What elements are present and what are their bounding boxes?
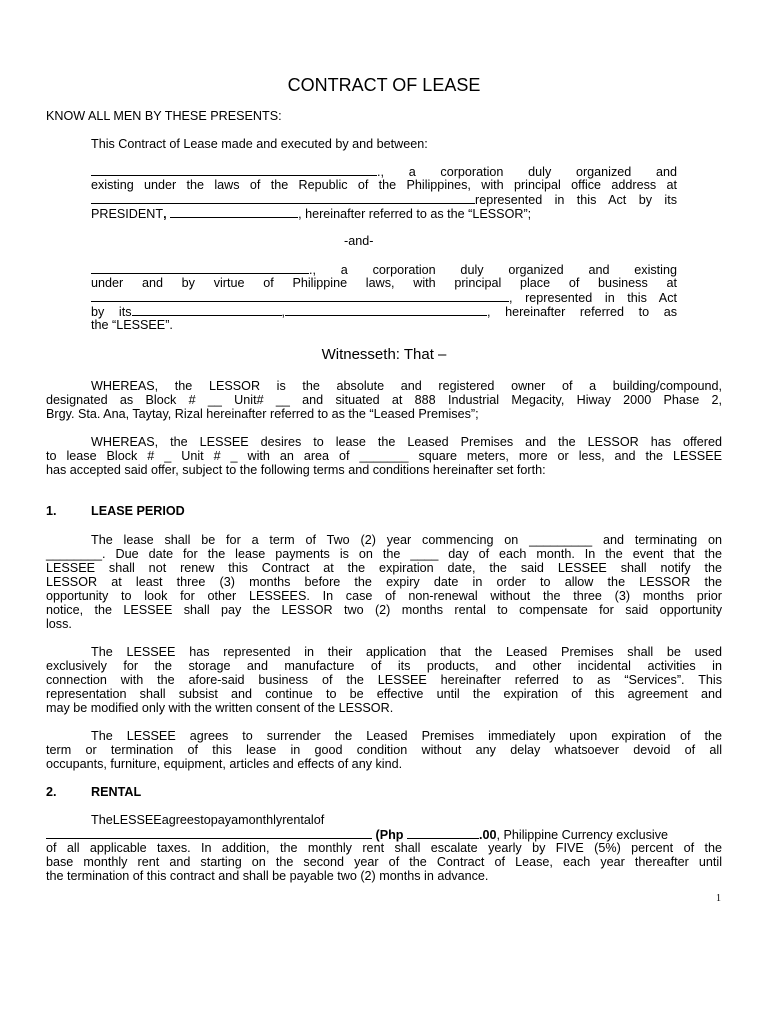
section-1-para-2-line: may be modified only with the written consent of the LESSOR. xyxy=(46,701,394,715)
whereas2-line: WHEREAS, the LESSEE desires to lease the Leased Premises and the LESSOR has offered xyxy=(91,435,722,449)
whereas1-line: designated as Block # __ Unit# __ and situated at 888 Industrial Megacity, Hiway 2000 Phase 2, xyxy=(46,393,722,407)
section-2-line-5: the termination of this contract and shall be payable two (2) months in advance. xyxy=(46,869,489,883)
whereas2-line: to lease Block # _ Unit # _ with an area of _______ square meters, more or less, and the LESSEE xyxy=(46,449,722,463)
section-1-para-3-line: The LESSEE agrees to surrender the Leased Premises immediately upon expiration of the xyxy=(91,729,722,743)
lessor-line-3: represented in this Act by its xyxy=(91,192,677,207)
section-1-para-2-line: exclusively for the storage and manufacture of its products, and other incidental activities in xyxy=(46,659,722,673)
section-1-para-1-line: opportunity to look for other LESSEES. In case of non-renewal without the three (3) months prior xyxy=(46,589,722,603)
whereas2-line: has accepted said offer, subject to the following terms and conditions hereinafter set forth: xyxy=(46,463,546,477)
section-1-para-1-line: ________. Due date for the lease payments is on the ____ day of each month. In the event that the xyxy=(46,547,722,561)
section-1-heading: LEASE PERIOD xyxy=(91,504,185,518)
section-1-para-3-line: occupants, furniture, equipment, articles and effects of any kind. xyxy=(46,757,403,771)
section-1-para-2-line: connection with the afore-said business of the LESSEE hereinafter referred to as “Services”. This xyxy=(46,673,722,687)
section-2-line-3: of all applicable taxes. In addition, the monthly rent shall escalate yearly by FIVE (5%) percent of the xyxy=(46,841,722,855)
section-1-para-1-line: LESSEE shall not renew this Contract at the expiration date, the said LESSEE shall notify the xyxy=(46,561,722,575)
section-2-number: 2. xyxy=(46,785,57,799)
lessee-line-5: the “LESSEE”. xyxy=(91,318,173,332)
section-2-line-1: TheLESSEEagreestopayamonthlyrentalof xyxy=(91,813,325,827)
lessee-line-2: under and by virtue of Philippine laws, with principal place of business at xyxy=(91,276,677,290)
lessee-line-1: ., a corporation duly organized and existing xyxy=(91,262,677,277)
section-1-para-3-line: term or termination of this lease in good condition without any delay whatsoever devoid of all xyxy=(46,743,722,757)
and-separator: -and- xyxy=(344,234,374,248)
lessor-line-1: ., a corporation duly organized and xyxy=(91,164,677,179)
section-1-para-1-line: loss. xyxy=(46,617,72,631)
page-number: 1 xyxy=(716,893,721,904)
lessor-line-4: PRESIDENT, , hereinafter referred to as the “LESSOR”; xyxy=(91,207,532,221)
intro-line: KNOW ALL MEN BY THESE PRESENTS: xyxy=(46,109,282,123)
section-1-para-1-line: The lease shall be for a term of Two (2) year commencing on _________ and terminating on xyxy=(91,533,722,547)
section-1-number: 1. xyxy=(46,504,57,518)
section-1-para-2-line: representation shall subsist and continue to be effective until the expiration of this agreement and xyxy=(46,687,722,701)
section-2-heading: RENTAL xyxy=(91,785,142,799)
section-1-para-1-line: notice, the LESSEE shall pay the LESSOR two (2) months rental to compensate for said opportunity xyxy=(46,603,722,617)
whereas1-line: WHEREAS, the LESSOR is the absolute and registered owner of a building/compound, xyxy=(91,379,722,393)
section-1-para-1-line: LESSOR at least three (3) months before the expiry date in order to allow the LESSOR the xyxy=(46,575,722,589)
lessee-line-3: , represented in this Act xyxy=(91,290,677,305)
whereas1-line: Brgy. Sta. Ana, Taytay, Rizal hereinafter referred to as the “Leased Premises”; xyxy=(46,407,479,421)
lessor-line-2: existing under the laws of the Republic of the Philippines, with principal office address at xyxy=(91,178,677,192)
witnesseth-heading: Witnesseth: That – xyxy=(321,346,447,363)
lessee-line-4: by its , , hereinafter referred to as xyxy=(91,305,677,319)
document-title: CONTRACT OF LEASE xyxy=(287,75,481,95)
section-2-line-2: (Php .00, Philippine Currency exclusive xyxy=(46,827,668,842)
executed-line: This Contract of Lease made and executed by and between: xyxy=(91,137,428,151)
section-1-para-2-line: The LESSEE has represented in their application that the Leased Premises shall be used xyxy=(91,645,722,659)
section-2-line-4: base monthly rent and starting on the second year of the Contract of Lease, each year thereafter until xyxy=(46,855,722,869)
